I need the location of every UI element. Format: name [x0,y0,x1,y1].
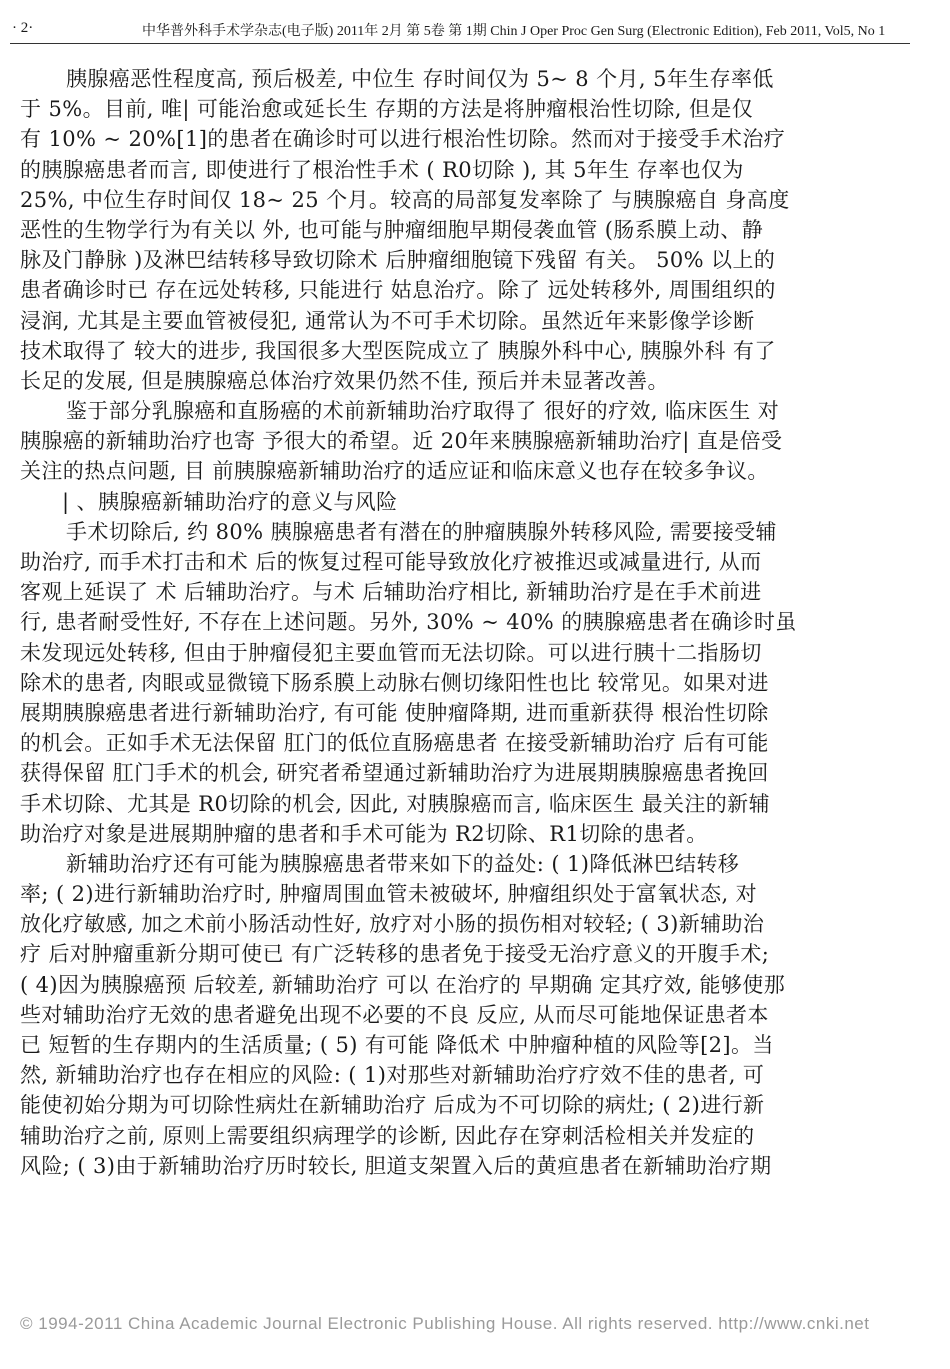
text-line: 然, 新辅助治疗也存在相应的风险: ( 1)对那些对新辅助治疗疗效不佳的患者, 可 [20,1063,765,1088]
text-line: 长足的发展, 但是胰腺癌总体治疗效果仍然不佳, 预后并未显著改善。 [20,368,669,393]
text-line: 未发现远处转移, 但由于肿瘤侵犯主要血管而无法切除。可以进行胰十二指肠切 [20,640,762,665]
text-line: 除术的患者, 肉眼或显微镜下肠系膜上动脉右侧切缘阳性也比 较常见。如果对进 [20,670,769,695]
text-line: 鉴于部分乳腺癌和直肠癌的术前新辅助治疗取得了 很好的疗效, 临床医生 对 [66,399,780,424]
text-line: 风险; ( 3)由于新辅助治疗历时较长, 胆道支架置入后的黄疸患者在新辅助治疗期 [20,1153,772,1178]
text-line: 技术取得了 较大的进步, 我国很多大型医院成立了 胰腺外科中心, 胰腺外科 有了 [20,338,776,363]
text-line: 胰腺癌恶性程度高, 预后极差, 中位生 存时间仅为 5~ 8 个月, 5年生存率低 [66,67,774,91]
text-line: 恶性的生物学行为有关以 外, 也可能与肿瘤细胞早期侵袭血管 (肠系膜上动、静 [20,217,764,242]
text-line: 辅助治疗之前, 原则上需要组织病理学的诊断, 因此存在穿刺活检相关并发症的 [20,1123,755,1148]
text-line: 客观上延误了 术 后辅助治疗。与术 后辅助治疗相比, 新辅助治疗是在手术前进 [20,580,762,605]
text-line: 于 5%。目前, 唯| 可能治愈或延长生 存期的方法是将肿瘤根治性切除, 但是仅 [20,97,754,122]
text-line: 能使初始分期为可切除性病灶在新辅助治疗 后成为不可切除的病灶; ( 2)进行新 [20,1093,765,1118]
text-line: 获得保留 肛门手术的机会, 研究者希望通过新辅助治疗为进展期胰腺癌患者挽回 [20,761,769,786]
text-line: 手术切除后, 约 80% 胰腺癌患者有潜在的肿瘤胰腺外转移风险, 需要接受辅 [66,519,777,544]
journal-citation: 中华普外科手术学杂志(电子版) 2011年 2月 第 5卷 第 1期 Chin J Oper Proc Gen Surg (Electronic Edition), Feb 2011, Vol5, No 1 [142,24,886,39]
text-line: 25%, 中位生存时间仅 18~ 25 个月。较高的局部复发率除了 与胰腺癌自 身高度 [20,187,790,212]
text-line: 浸润, 尤其是主要血管被侵犯, 通常认为不可手术切除。虽然近年来影像学诊断 [20,308,755,333]
text-line: ( 4)因为胰腺癌预 后较差, 新辅助治疗 可以 在治疗的 早期确 定其疗效, 能够使那 [20,972,786,997]
copyright-watermark: © 1994-2011 China Academic Journal Electronic Publishing House. All rights reserved. http://www.cnki.net [20,1314,870,1333]
text-line: 的机会。正如手术无法保留 肛门的低位直肠癌患者 在接受新辅助治疗 后有可能 [20,731,769,756]
article-body [20,64,905,1339]
text-line: 患者确诊时已 存在远处转移, 只能进行 姑息治疗。除了 远处转移外, 周围组织的 [20,278,776,303]
text-line: 关注的热点问题, 目 前胰腺癌新辅助治疗的适应证和临床意义也存在较多争议。 [20,459,769,484]
header-divider [10,43,910,44]
text-line: 放化疗敏感, 加之术前小肠活动性好, 放疗对小肠的损伤相对较轻; ( 3)新辅助治 [20,912,765,937]
text-line: 新辅助治疗还有可能为胰腺癌患者带来如下的益处: ( 1)降低淋巴结转移 [66,851,740,876]
text-line: 助治疗, 而手术打击和术 后的恢复过程可能导致放化疗被推迟或减量进行, 从而 [20,550,762,574]
text-line: 疗 后对肿瘤重新分期可使已 有广泛转移的患者免于接受无治疗意义的开腹手术; [20,942,770,967]
text-line: 有 10% ~ 20%[1]的患者在确诊时可以进行根治性切除。然而对于接受手术治疗 [20,127,786,152]
text-line: 的胰腺癌患者而言, 即使进行了根治性手术 ( R0切除 ), 其 5年生 存率也仅为 [20,157,744,182]
page-number: · 2· [12,20,34,36]
text-line: 已 短暂的生存期内的生活质量; ( 5) 有可能 降低术 中肿瘤种植的风险等[2]。当 [20,1033,774,1057]
text-line: 助治疗对象是进展期肿瘤的患者和手术可能为 R2切除、R1切除的患者。 [20,821,708,846]
page-header [0,0,950,44]
text-line: 展期胰腺癌患者进行新辅助治疗, 有可能 使肿瘤降期, 进而重新获得 根治性切除 [20,700,769,725]
text-line: 率; ( 2)进行新辅助治疗时, 肿瘤周围血管未被破坏, 肿瘤组织处于富氧状态, 对 [20,882,758,907]
text-line: 胰腺癌的新辅助治疗也寄 予很大的希望。近 20年来胰腺癌新辅助治疗| 直是倍受 [20,429,783,454]
text-line: 行, 患者耐受性好, 不存在上述问题。另外, 30% ~ 40% 的胰腺癌患者在确诊时虽 [20,610,797,635]
text-line: 些对辅助治疗无效的患者避免出现不必要的不良 反应, 从而尽可能地保证患者本 [20,1002,769,1027]
section-heading: | 、胰腺癌新辅助治疗的意义与风险 [62,489,398,514]
text-line: 手术切除、尤其是 R0切除的机会, 因此, 对胰腺癌而言, 临床医生 最关注的新辅 [20,791,770,816]
text-line: 脉及门静脉 )及淋巴结转移导致切除术 后肿瘤细胞镜下残留 有关。 50% 以上的 [20,248,776,273]
